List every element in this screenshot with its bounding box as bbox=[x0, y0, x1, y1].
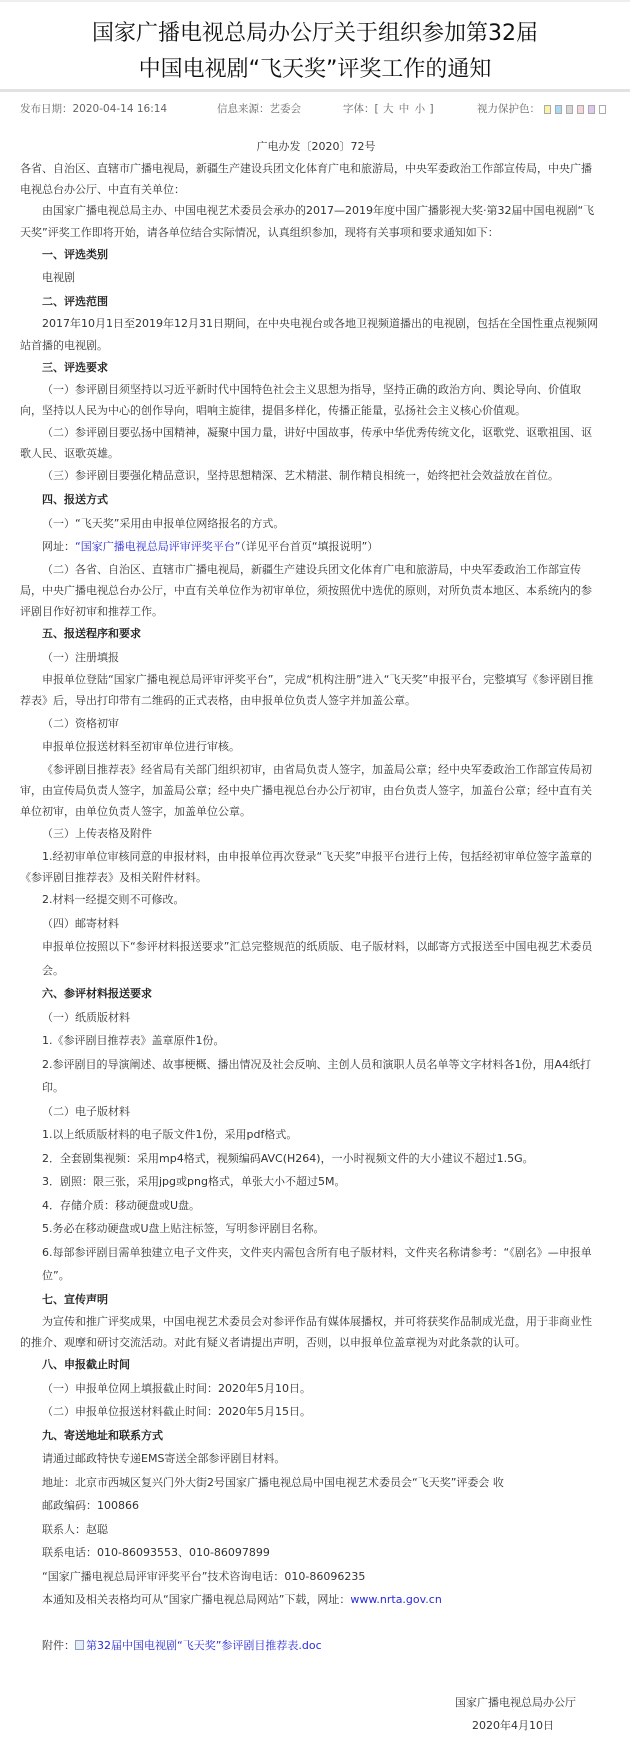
intro-paragraph: 由国家广播电视总局主办、中国电视艺术委员会承办的2017—2019年度中国广播影视大奖·第32届中国电视剧“飞天奖”评奖工作即将开始，请各单位结合实际情况，认真组织参加，现将有关事项和要求通知如下： bbox=[20, 204, 595, 239]
section-4-item-1: （一）“飞天奖”采用由申报单位网络报名的方式。 bbox=[42, 516, 285, 530]
section-6-paper-item-1: 1.《参评剧目推荐表》盖章原件1份。 bbox=[42, 1034, 225, 1048]
section-5-sub-2-text-1: 申报单位报送材料至初审单位进行审核。 bbox=[42, 740, 240, 754]
section-5-sub-1-text: 申报单位登陆“国家广播电视总局评审评奖平台”，完成“机构注册”进入“飞天奖”申报平台，完整填写《参评剧目推荐表》后，导出打印带有二维码的正式表格，由申报单位负责人签字并加盖公章。 bbox=[20, 673, 594, 708]
section-6-digital-title: （二）电子版材料 bbox=[42, 1104, 130, 1118]
page-title-line-2: 中国电视剧“飞天奖”评奖工作的通知 bbox=[138, 57, 492, 82]
review-platform-link[interactable]: “国家广播电视总局评审评奖平台” bbox=[75, 540, 241, 554]
eye-protection-control bbox=[477, 97, 606, 121]
section-3-item-3: （三）参评剧目要强化精品意识，坚持思想精深、艺术精湛、制作精良相统一，始终把社会效益放在首位。 bbox=[42, 469, 559, 483]
section-2-text: 2017年10月1日至2019年12月31日期间，在中央电视台或各地卫视频道播出的电视剧，包括在全国性重点视频网站首播的电视剧。 bbox=[20, 317, 598, 352]
font-size-medium-button[interactable]: 中 bbox=[398, 103, 410, 115]
page-title-line-1: 国家广播电视总局办公厅关于组织参加第32届 bbox=[92, 21, 538, 46]
meta-bar bbox=[0, 92, 630, 126]
publish-date: 发布日期：2020-04-14 16:14 bbox=[20, 103, 168, 115]
section-6-digital-item-5: 5.务必在移动硬盘或U盘上贴注标签，写明参评剧目名称。 bbox=[42, 1222, 325, 1236]
section-6-paper-title: （一）纸质版材料 bbox=[42, 1010, 130, 1024]
section-heading-4: 四、报送方式 bbox=[42, 493, 108, 507]
eye-protection-label: 视力保护色： bbox=[477, 103, 540, 115]
section-6-digital-item-3: 3．剧照：限三张，采用jpg或png格式，单张大小不超过5M。 bbox=[42, 1175, 346, 1189]
document-number: 广电办发〔2020〕72号 bbox=[256, 140, 376, 153]
section-4-item-2: （二）各省、自治区、直辖市广播电视局，新疆生产建设兵团文化体育广电和旅游局，中央军委政治工作部宣传局，中央广播电视总台办公厅，中直有关单位作为初审单位，须按照优中选优的原则，对所负责本地区、本系统内的参评剧目作好初审和推荐工作。 bbox=[20, 562, 592, 618]
section-6-digital-item-1: 1.以上纸质版材料的电子版文件1份，采用pdf格式。 bbox=[42, 1128, 298, 1142]
font-size-control bbox=[343, 97, 434, 121]
eye-color-white-swatch[interactable] bbox=[599, 105, 606, 114]
section-3-item-2: （二）参评剧目要弘扬中国精神，凝聚中国力量，讲好中国故事，传承中华优秀传统文化，讴歌党、讴歌祖国、讴歌人民、讴歌英雄。 bbox=[20, 425, 592, 460]
attachment-line bbox=[20, 1634, 602, 1658]
section-6-digital-item-6: 6.每部参评剧目需单独建立电子文件夹，文件夹内需包含所有电子版材料，文件夹名称请参考：“《剧名》—申报单位”。 bbox=[42, 1245, 592, 1283]
section-5-sub-3-title: （三）上传表格及附件 bbox=[42, 827, 152, 841]
recipients: 各省、自治区、直辖市广播电视局，新疆生产建设兵团文化体育广电和旅游局，中央军委政治工作部宣传局，中央广播电视总台办公厅、中直有关单位： bbox=[20, 162, 592, 197]
section-heading-6: 六、参评材料报送要求 bbox=[42, 987, 152, 1001]
section-5-sub-3-text-2: 2.材料一经提交则不可修改。 bbox=[42, 893, 185, 907]
section-heading-2: 二、评选范围 bbox=[42, 294, 108, 308]
section-5-sub-3-text-1: 1.经初审单位审核同意的申报材料，由申报单位再次登录“飞天奖”申报平台进行上传，包括经初审单位签字盖章的《参评剧目推荐表》及相关附件材料。 bbox=[20, 849, 592, 884]
spacer bbox=[20, 1612, 602, 1634]
eye-color-yellow-swatch[interactable] bbox=[544, 105, 551, 114]
eye-color-blue-swatch[interactable] bbox=[555, 105, 562, 114]
section-5-sub-1-title: （一）注册填报 bbox=[42, 650, 119, 664]
signature-block bbox=[20, 1691, 602, 1737]
ems-instruction: 请通过邮政特快专递EMS寄送全部参评剧目材料。 bbox=[42, 1452, 286, 1466]
section-8-item-2: （二）申报单位报送材料截止时间：2020年5月15日。 bbox=[42, 1405, 311, 1419]
tech-support-phone: “国家广播电视总局评审评奖平台”技术咨询电话：010-86096235 bbox=[42, 1569, 366, 1583]
section-heading-7: 七、宣传声明 bbox=[42, 1292, 108, 1306]
eye-color-pink-swatch[interactable] bbox=[577, 105, 584, 114]
section-6-digital-item-4: 4．存储介质：移动硬盘或U盘。 bbox=[42, 1198, 201, 1212]
contact-phone: 联系电话：010-86093553、010-86097899 bbox=[42, 1546, 270, 1560]
section-5-sub-4-title: （四）邮寄材料 bbox=[42, 916, 119, 930]
eye-color-gray-swatch[interactable] bbox=[566, 105, 573, 114]
section-heading-1: 一、评选类别 bbox=[42, 247, 108, 261]
section-1-text: 电视剧 bbox=[42, 271, 75, 285]
contact-person: 联系人：赵聪 bbox=[42, 1522, 108, 1536]
font-size-label: 字体：[ bbox=[343, 103, 379, 115]
download-info bbox=[20, 1588, 602, 1612]
section-6-digital-item-2: 2．全套剧集视频：采用mp4格式，视频编码AVC(H264)，一小时视频文件的大小建议不超过1.5G。 bbox=[42, 1151, 534, 1165]
download-text: 本通知及相关表格均可从“国家广播电视总局网站”下载，网址： bbox=[42, 1593, 351, 1607]
doc-file-icon bbox=[75, 1640, 84, 1650]
section-5-sub-2-title: （二）资格初审 bbox=[42, 716, 119, 730]
section-heading-5: 五、报送程序和要求 bbox=[42, 627, 141, 641]
url-label: 网址： bbox=[42, 540, 75, 554]
font-size-small-button[interactable]: 小 bbox=[414, 103, 426, 115]
platform-url-line bbox=[20, 535, 602, 559]
mailing-address: 地址：北京市西城区复兴门外大街2号国家广播电视总局中国电视艺术委员会“飞天奖”评委会 收 bbox=[42, 1475, 504, 1489]
nrta-website-link[interactable]: www.nrta.gov.cn bbox=[350, 1593, 442, 1607]
eye-color-purple-swatch[interactable] bbox=[588, 105, 595, 114]
section-3-item-1: （一）参评剧目须坚持以习近平新时代中国特色社会主义思想为指导，坚持正确的政治方向、舆论导向、价值取向，坚持以人民为中心的创作导向，唱响主旋律，提倡多样化，传播正能量，弘扬社会主义核心价值观。 bbox=[20, 383, 581, 418]
section-7-text: 为宣传和推广评奖成果，中国电视艺术委员会对参评作品有媒体展播权，并可将获奖作品制成光盘，用于非商业性的推介、观摩和研讨交流活动。对此有疑义者请提出声明，否则，以申报单位盖章视为对此条款的认可。 bbox=[20, 1315, 592, 1350]
signature-date: 2020年4月10日 bbox=[472, 1719, 554, 1733]
signature-org: 国家广播电视总局办公厅 bbox=[455, 1696, 576, 1710]
section-heading-3: 三、评选要求 bbox=[42, 360, 108, 374]
attachment-label: 附件： bbox=[42, 1638, 75, 1652]
attachment-link[interactable]: 第32届中国电视剧“飞天奖”参评剧目推荐表.doc bbox=[86, 1638, 322, 1652]
section-6-paper-item-2: 2.参评剧目的导演阐述、故事梗概、播出情况及社会反响、主创人员和演职人员名单等文字材料各1份，用A4纸打印。 bbox=[42, 1057, 592, 1095]
section-heading-9: 九、寄送地址和联系方式 bbox=[42, 1428, 163, 1442]
font-size-large-button[interactable]: 大 bbox=[382, 103, 394, 115]
url-note: （详见平台首页“填报说明”） bbox=[240, 540, 379, 554]
info-source: 信息来源：艺委会 bbox=[217, 103, 301, 115]
section-heading-8: 八、申报截止时间 bbox=[42, 1358, 130, 1372]
article-header bbox=[0, 2, 630, 92]
section-5-sub-2-text-2: 《参评剧目推荐表》经省局有关部门组织初审，由省局负责人签字，加盖局公章；经中央军委政治工作部宣传局初审，由宣传局负责人签字，加盖局公章；经中央广播电视总台办公厅初审，由台负责人签字，加盖台公章；经中直有关单位初审，由单位负责人签字，加盖单位公章。 bbox=[20, 762, 592, 818]
section-5-sub-4-text: 申报单位按照以下“参评材料报送要求”汇总完整规范的纸质版、电子版材料，以邮寄方式报送至中国电视艺术委员会。 bbox=[42, 940, 593, 977]
font-size-bracket: ] bbox=[429, 103, 434, 115]
section-8-item-1: （一）申报单位网上填报截止时间：2020年5月10日。 bbox=[42, 1381, 311, 1395]
article-body bbox=[0, 126, 630, 1737]
postcode: 邮政编码：100866 bbox=[42, 1499, 139, 1513]
